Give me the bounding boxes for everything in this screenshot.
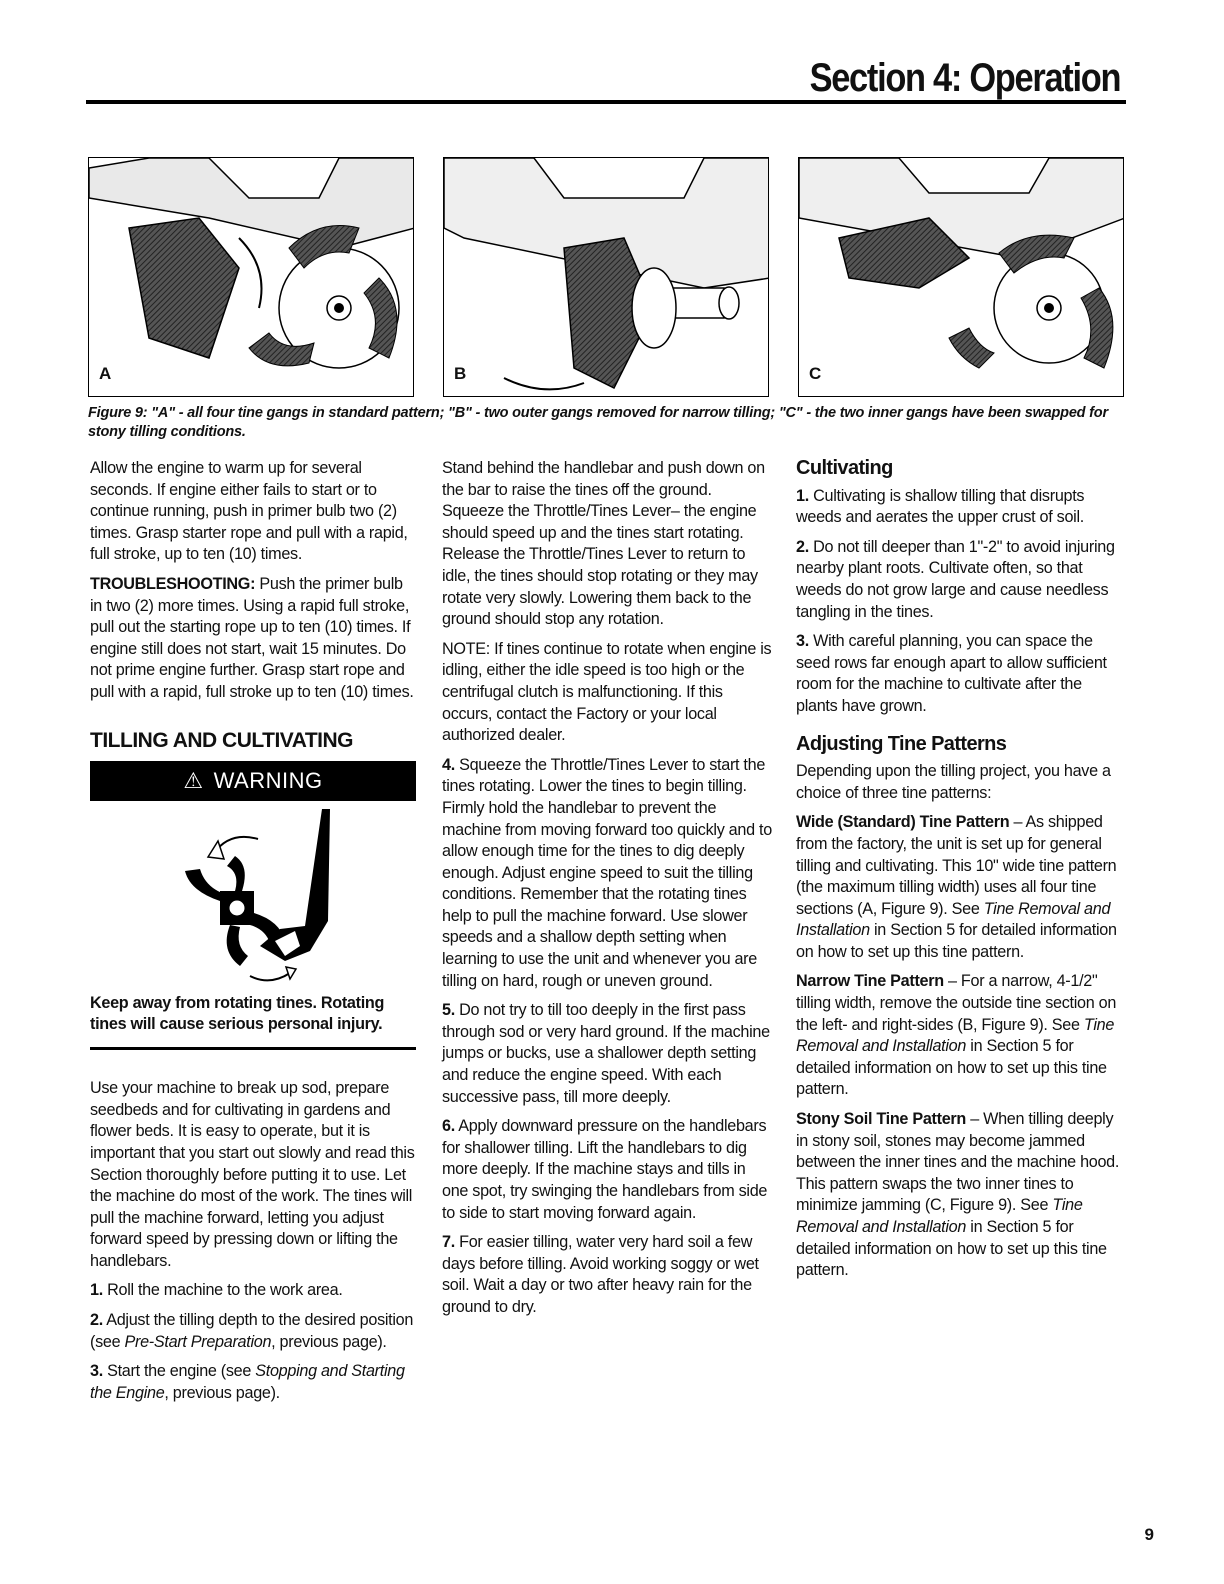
pattern-label: Stony Soil Tine Pattern	[796, 1110, 966, 1129]
step-5	[442, 1000, 772, 1108]
step-text: Start the engine (see	[102, 1362, 256, 1381]
tiller-tines-narrow-illustration	[444, 158, 769, 397]
troubleshooting-text: Push the primer bulb in two (2) more times. Using a rapid full stroke, pull out the starting rope up to ten (10) times. If engine still does not start, wait 15 minutes. Do not prime engine further. Grasp start rope and pull with a rapid, full stroke up to ten (10) times.	[90, 574, 414, 701]
step-number: 4.	[442, 755, 455, 774]
troubleshooting-paragraph	[90, 574, 416, 704]
cross-reference: Tine Removal and Installation	[796, 1196, 1083, 1236]
warning-text: Keep away from rotating tines. Rotating tines will cause serious personal injury.	[90, 994, 385, 1034]
figure-letter: B	[454, 364, 467, 383]
figure-letter: A	[99, 364, 112, 383]
cultivating-step-2	[796, 537, 1126, 623]
paragraph: Use your machine to break up sod, prepare seedbeds and for cultivating in gardens and flower beds. It is easy to operate, but it is important that you start out slowly and read this Section thoroughly before putting it to use. Let the machine do most of the work. The tines will pull the machine forward, letting you adjust forward speed by pressing down or lifting the handlebars.	[90, 1079, 415, 1270]
figure-a	[88, 157, 414, 397]
page-number: 9	[1144, 1525, 1154, 1544]
step-2	[90, 1310, 416, 1353]
narrow-pattern-paragraph	[796, 971, 1126, 1101]
cross-reference: Tine Removal and Installation	[796, 899, 1111, 940]
step-text: , previous page).	[164, 1383, 280, 1402]
step-4	[442, 755, 772, 993]
pattern-label: Wide (Standard) Tine Pattern	[796, 813, 1010, 832]
rotating-tines-warning-icon	[90, 801, 416, 991]
cross-reference: Stopping and Starting the Engine	[90, 1362, 405, 1402]
step-text: Squeeze the Throttle/Tines Lever to start the tines rotating. Lower the tines to begin tilling. Firmly hold the handlebar to prevent the machine from moving forward too quickly and to allow enough time for the tines to dig deeply enough. Adjust engine speed to suit the tilling conditions. Remember that the rotating tines help to pull the machine forward. Use slower speeds and a shallow depth setting when learning to use the unit and whenever you are tilling on hard, rough or uneven ground.	[442, 755, 772, 990]
step-6	[442, 1116, 772, 1224]
step-text: Do not till deeper than 1"-2" to avoid injuring nearby plant roots. Cultivate often, so that weeds do not grow large and cause needless tangling in the tines.	[796, 537, 1115, 621]
figure-letter: C	[809, 364, 822, 383]
figure-b	[443, 157, 769, 397]
step-text: , previous page).	[271, 1332, 387, 1351]
note-paragraph: NOTE: If tines continue to rotate when engine is idling, either the idle speed is too high or the centrifugal clutch is malfunctioning. If this occurs, contact the Factory or your local authorized dealer.	[442, 639, 772, 745]
troubleshooting-label: TROUBLESHOOTING:	[90, 574, 256, 593]
figure-row	[88, 157, 1124, 397]
step-text: Apply downward pressure on the handlebars for shallower tilling. Lift the handlebars to dig more deeply. If the machine stays and tills in one spot, try swinging the handlebars from side to side to start moving forward again.	[442, 1117, 768, 1222]
tilling-heading: TILLING AND CULTIVATING	[90, 728, 354, 752]
step-number: 2.	[796, 537, 809, 556]
pattern-text: in Section 5 for detailed information on how to set up this tine pattern.	[796, 921, 1117, 961]
wide-pattern-paragraph	[796, 812, 1126, 963]
step-number: 6.	[442, 1117, 455, 1136]
cross-reference: Tine Removal and Installation	[796, 1015, 1115, 1056]
paragraph: Allow the engine to warm up for several seconds. If engine either fails to start or to continue running, push in primer bulb two (2) times. Grasp starter rope and pull with a rapid, full stroke, up to ten (10) times.	[90, 459, 408, 564]
warning-label: WARNING	[213, 768, 323, 794]
column-2	[442, 458, 772, 1327]
cultivating-step-1	[796, 486, 1126, 529]
cultivating-step-3	[796, 631, 1126, 717]
paragraph: Stand behind the handlebar and push down on the bar to raise the tines off the ground. Squeeze the Throttle/Tines Lever– the engine should speed up and the tines start rotating. Release the Throttle/Tines Lever to return to idle, the tines should stop rotating or they may rotate very slowly. Lowering them back to the ground should stop any rotation.	[442, 459, 765, 629]
pattern-text: in Section 5 for detailed information on how to set up this tine pattern.	[796, 1037, 1107, 1099]
step-1	[90, 1280, 416, 1302]
column-1	[90, 458, 416, 1412]
step-text: Do not try to till too deeply in the first pass through sod or very hard ground. If the machine jumps or bucks, use a shallower depth setting and reduce the engine speed. With each successive pass, till more deeply.	[442, 1001, 770, 1106]
warning-banner	[90, 761, 416, 801]
column-3	[796, 458, 1126, 1290]
step-text: With careful planning, you can space the seed rows far enough apart to allow sufficient room for the machine to cultivate after the plants have grown.	[796, 632, 1107, 715]
cultivating-heading: Cultivating	[796, 457, 893, 479]
pattern-label: Narrow Tine Pattern	[796, 972, 944, 991]
step-text: Cultivating is shallow tilling that disrupts weeds and aerates the upper crust of soil.	[796, 486, 1085, 527]
step-number: 1.	[796, 486, 809, 505]
tiller-tines-stony-illustration	[799, 158, 1124, 397]
figure-c	[798, 157, 1124, 397]
pattern-text: in Section 5 for detailed information on how to set up this tine pattern.	[796, 1218, 1107, 1280]
cross-reference: Pre-Start Preparation	[124, 1332, 272, 1351]
step-text: Adjust the tilling depth to the desired position (see	[90, 1311, 414, 1351]
stony-pattern-paragraph	[796, 1109, 1126, 1282]
tiller-tines-standard-illustration	[89, 158, 414, 397]
figure-caption: Figure 9: "A" - all four tine gangs in standard pattern; "B" - two outer gangs removed for narrow tilling; "C" - the two inner gangs have been swapped for stony tilling conditions.	[88, 405, 1108, 440]
adjusting-tine-patterns-heading: Adjusting Tine Patterns	[796, 732, 1007, 755]
step-3	[90, 1361, 416, 1404]
header-rule	[86, 100, 1126, 104]
step-number: 3.	[90, 1362, 103, 1381]
page-header-title: Section 4: Operation	[809, 56, 1120, 100]
pattern-text: – When tilling deeply in stony soil, stones may become jammed between the inner tines and the machine hood. This pattern swaps the two inner tines to minimize jamming (C, Figure 9). See	[796, 1110, 1120, 1215]
pattern-text: – As shipped from the factory, the unit is set up for general tilling and cultivating. This 10" wide tine pattern (the maximum tilling width) uses all four tine sections (A, Figure 9). See	[796, 813, 1117, 918]
warning-triangle-icon: ⚠	[183, 768, 204, 794]
step-number: 7.	[442, 1233, 455, 1252]
warning-illustration	[90, 801, 416, 991]
step-text: Roll the machine to the work area.	[102, 1281, 343, 1300]
step-number: 1.	[90, 1281, 103, 1300]
warning-rule	[90, 1047, 416, 1050]
step-number: 2.	[90, 1311, 103, 1330]
paragraph: Depending upon the tilling project, you have a choice of three tine patterns:	[796, 762, 1111, 802]
step-7	[442, 1232, 772, 1318]
step-number: 3.	[796, 632, 809, 651]
pattern-text: – For a narrow, 4-1/2" tilling width, remove the outside tine section on the left- and right-sides (B, Figure 9). See	[796, 972, 1117, 1034]
step-number: 5.	[442, 1001, 455, 1020]
step-text: For easier tilling, water very hard soil a few days before tilling. Avoid working soggy or wet soil. Wait a day or two after heavy rain for the ground to dry.	[442, 1233, 759, 1316]
